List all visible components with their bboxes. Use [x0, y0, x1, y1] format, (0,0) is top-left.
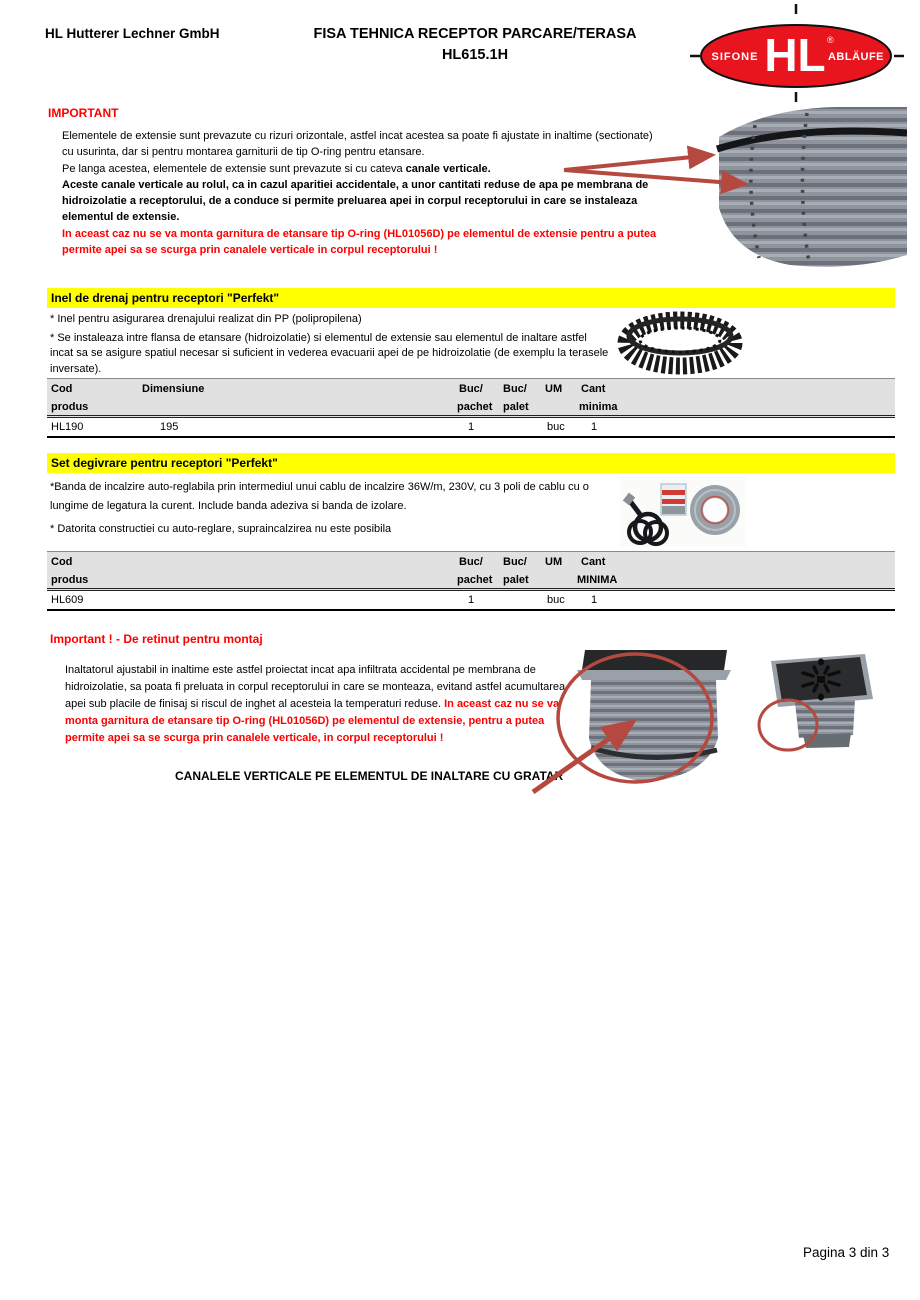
montaj-paragraph [65, 662, 570, 747]
important-label: IMPORTANT [48, 106, 119, 120]
page-number: Pagina 3 din 3 [803, 1245, 890, 1260]
col-dimensiune: Dimensiune [142, 383, 205, 395]
tape-roll-hole [703, 498, 727, 522]
defrost-bullets [50, 478, 600, 542]
page-title [250, 24, 700, 66]
grate-hole-bottom [818, 694, 824, 701]
annotation-arrows [552, 142, 762, 197]
cell-cod: HL609 [51, 594, 84, 606]
cell-dimensiune: 195 [160, 421, 179, 433]
table-row [47, 591, 895, 611]
drainage-bullet-2: * Se instaleaza intre flansa de etansare (hidroizolatie) si elementul de extensie sau elementul de inaltare astfel incat sa se asigure spatiul necesar si suficient in vederea evacuarii apei de pe hidroizolatie (de exemplu la terasele inversate). [50, 331, 609, 375]
important-paragraph-1: Elementele de extensie sunt prevazute cu rizuri orizontale, astfel incat acestea sa poate fi ajustate in inaltime (sectionate) cu usurinta, dar si pentru montarea garniturii de tip O-ring pentru etansare. [62, 130, 653, 159]
defrost-section-title: Set degivrare pentru receptori "Perfekt" [47, 453, 895, 473]
drainage-ring-image [613, 306, 747, 378]
cell-um: buc [547, 594, 565, 606]
col-cant: Cant [581, 556, 606, 568]
box-stripe-2 [662, 499, 685, 504]
col-um: UM [545, 556, 563, 568]
col-buc: Buc/ [459, 556, 483, 568]
col-pachet: pachet [457, 574, 493, 586]
important-paragraph-2: Pe langa acestea, elementele de extensie sunt prevazute si cu cateva canale verticale. [62, 162, 491, 175]
cell-buc-pachet: 1 [468, 421, 475, 433]
drainage-product-table [47, 378, 895, 438]
defrost-bullet-2: * Datorita constructiei cu auto-reglare, supraincalzirea nu este posibila [50, 523, 392, 535]
company-name: HL Hutterer Lechner GmbH [45, 26, 220, 41]
col-cant: Cant [581, 383, 606, 395]
table-row [47, 418, 895, 438]
ribbed-drum [589, 680, 718, 782]
col-produs: produs [51, 401, 89, 413]
drainage-section-title: Inel de drenaj pentru receptori "Perfekt" [47, 288, 895, 308]
cell-cant-minima: 1 [591, 594, 598, 606]
col-buc2: Buc/ [503, 556, 527, 568]
frame-gray-ledge [577, 670, 731, 680]
col-palet: palet [503, 401, 529, 413]
important-warning-red: In aceast caz nu se va monta garnitura de etansare tip O-ring (HL01056D) pe elementul de extensie pentru a putea permite apei sa se scurga prin canalele verticale in corpul receptorului ! [62, 227, 657, 257]
hl-brand-logo [688, 2, 906, 104]
drainage-bullets [50, 312, 612, 380]
box-stripe-1 [662, 490, 685, 495]
page-title-line2: HL615.1H [441, 47, 509, 63]
defrost-kit-image [620, 477, 746, 547]
cell-um: buc [547, 421, 565, 433]
important-paragraph-3: Aceste canale verticale au rolul, ca in cazul aparitiei accidentale, a unor cantitati reduse de apa pe membrana de hidroizolatie a receptorului, de a conduce si permite preluarea apei in corpul receptorului in care se instaleaza elementul de extensie. [62, 178, 649, 224]
grate-hole-top [818, 659, 824, 666]
defrost-product-table [47, 551, 895, 611]
riser-closeup-image [525, 636, 775, 800]
montaj-warning-red: In aceast caz nu se va monta garnitura de etansare tip O-ring (HL01056D) pe elementul de extensie, pentru a putea permite apei sa se scurga prin canalele verticale, in corpul receptorului ! [65, 698, 560, 744]
cell-buc-pachet: 1 [468, 594, 475, 606]
col-minima: MINIMA [577, 574, 618, 586]
drainage-bullet-1: * Inel pentru asigurarea drenajului realizat din PP (polipropilena) [50, 313, 362, 325]
logo-left-text: SIFONE [711, 51, 759, 63]
logo-hl-monogram: HL [764, 29, 826, 81]
grate-top-image [755, 645, 907, 757]
logo-right-text: ABLÄUFE [827, 51, 885, 63]
vertical-channels-caption: CANALELE VERTICALE PE ELEMENTUL DE INALTARE CU GRATAR [175, 769, 564, 783]
col-minima: minima [579, 401, 618, 413]
col-cod: Cod [51, 383, 73, 395]
table-header [47, 551, 895, 591]
registered-trademark-icon: ® [827, 35, 834, 45]
page-title-line1: FISA TEHNICA RECEPTOR PARCARE/TERASA [313, 26, 637, 42]
cell-cant-minima: 1 [591, 421, 598, 433]
col-buc: Buc/ [459, 383, 483, 395]
col-pachet: pachet [457, 401, 493, 413]
box-stripe-3 [662, 506, 685, 514]
col-buc2: Buc/ [503, 383, 527, 395]
montaj-text-normal: Inaltatorul ajustabil in inaltime este astfel proiectat incat apa infiltrata accidental pe membrana de hidroizolatie, sa poata fi preluata in corpul receptorului in care se monteaza, evitand astfel acumultarea apei sub placile de finisaj si riscul de inghet al acesteia la temperaturi reduse. [65, 664, 566, 710]
col-palet: palet [503, 574, 529, 586]
col-um: UM [545, 383, 563, 395]
arrow-to-channel-1 [564, 155, 712, 170]
defrost-bullet-1: *Banda de incalzire auto-reglabila prin intermediul unui cablu de incalzire 36W/m, 230V, cu 3 poli de cablu cu o lungime de legatura la curent. Include banda adeziva si banda de izolare. [50, 481, 589, 512]
col-produs: produs [51, 574, 89, 586]
arrow-to-channel-2 [564, 170, 745, 184]
grate-center-mark [817, 676, 825, 683]
montaj-label: Important ! - De retinut pentru montaj [50, 632, 263, 646]
col-cod: Cod [51, 556, 73, 568]
canale-verticale-emphasis: canale verticale. [405, 162, 491, 175]
table-header [47, 378, 895, 418]
cell-cod: HL190 [51, 421, 84, 433]
